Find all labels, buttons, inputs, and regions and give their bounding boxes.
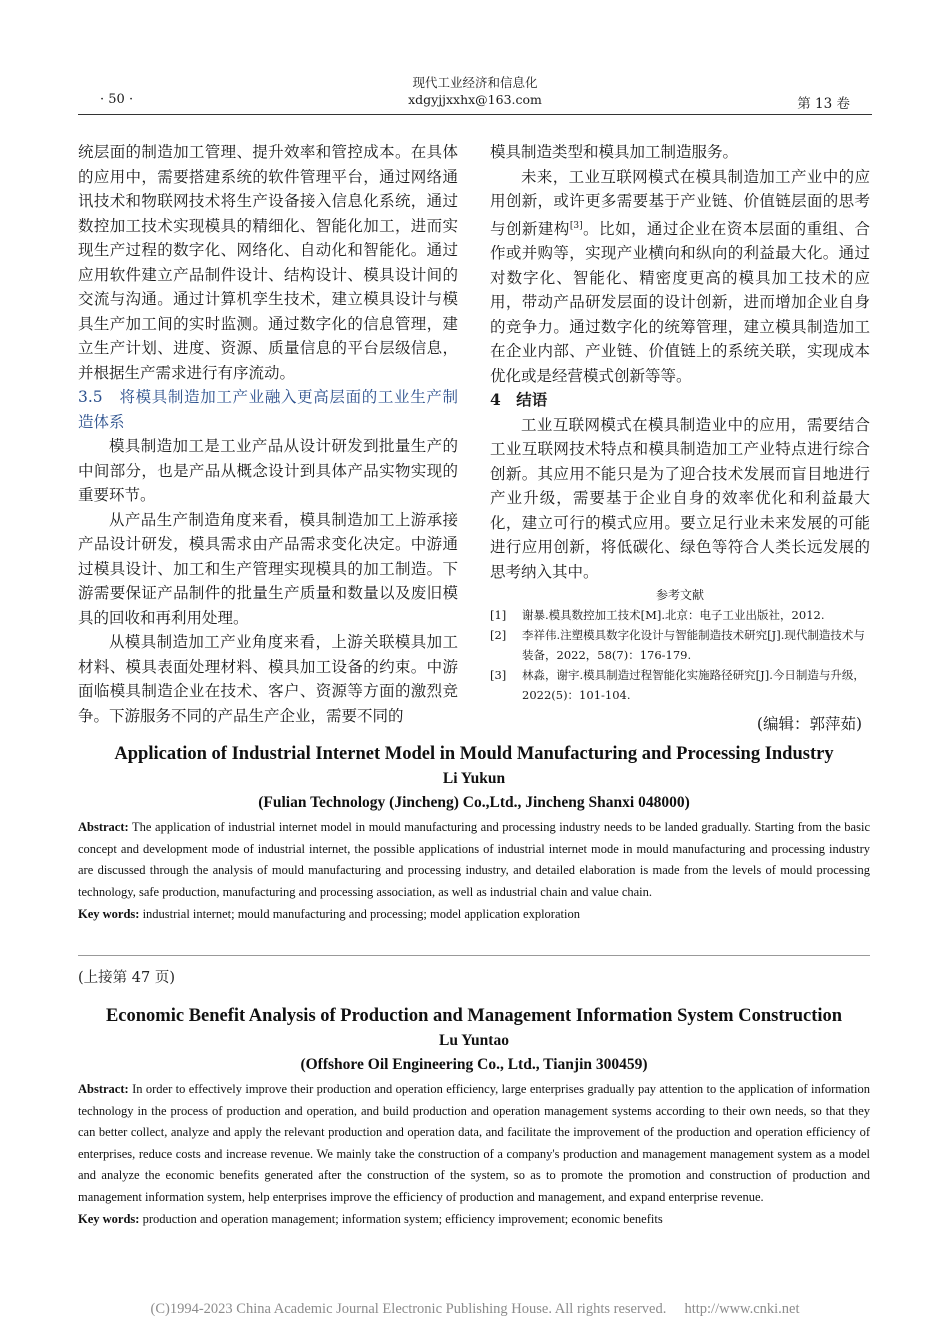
english-abstract-block-2 [78, 1003, 870, 1231]
reference-text: 李祥伟.注塑模具数字化设计与智能制造技术研究[J].现代制造技术与装备，2022，58(7)：176-179. [522, 628, 865, 663]
english-abstract [78, 817, 870, 903]
paragraph: 从模具制造加工产业角度来看，上游关联模具加工材料、模具表面处理材料、模具加工设备的约束。中游面临模具制造企业在技术、客户、资源等方面的激烈竞争。下游服务不同的产品生产企业，需要不同的 [78, 633, 458, 725]
paragraph [490, 165, 870, 389]
right-column [490, 140, 870, 737]
keywords-label: Key words: [78, 1212, 140, 1226]
paragraph: 工业互联网模式在模具制造业中的应用，需要结合工业互联网技术特点和模具制造加工产业特点进行综合创新。其应用不能只是为了迎合技术发展而盲目地进行产业升级，需要基于企业自身的效率优化和利益最大化，建立可行的模式应用。要立足行业未来发展的可能进行应用创新，将低碳化、绿色等符合人类长远发展的思考纳入其中。 [490, 415, 870, 581]
keywords-text: industrial internet; mould manufacturing and processing; model application exploration [142, 907, 580, 921]
english-abstract-block-1 [78, 741, 870, 926]
reference-item [490, 665, 870, 705]
english-keywords [78, 904, 870, 926]
citation-link[interactable]: [3] [569, 220, 583, 231]
reference-number: [2] [490, 628, 507, 643]
page-number: · 50 · [100, 92, 134, 107]
editor-note: (编辑：郭萍茹) [756, 715, 862, 734]
reference-number: [3] [490, 668, 507, 683]
paragraph: 模具制造类型和模具加工制造服务。 [490, 143, 739, 161]
keywords-text: production and operation management; information system; efficiency improvement; economic benefits [142, 1212, 663, 1226]
left-column [78, 140, 458, 728]
paragraph-text: 未来，工业互联网模式在模具制造加工产业中的应用创新，或许更多需要基于产业链、价值链层面的思考与创新建构 [490, 167, 870, 238]
paragraph: 模具制造加工是工业产品从设计研发到批量生产的中间部分，也是产品从概念设计到具体产品实物实现的重要环节。 [78, 437, 458, 504]
reference-text: 林淼，谢宇.模具制造过程智能化实施路径研究[J].今日制造与升级，2022(5)：101-104. [522, 668, 865, 703]
english-affiliation: (Offshore Oil Engineering Co., Ltd., Tianjin 300459) [300, 1056, 648, 1073]
english-title: Economic Benefit Analysis of Production and Management Information System Construction [105, 1006, 843, 1026]
paragraph-text: 。比如，通过企业在资本层面的重组、合作或并购等，实现产业横向和纵向的利益最大化。通过对数字化、智能化、精密度更高的模具加工技术的应用，带动产品研发层面的设计创新，进而增加企业自身的竞争力。通过数字化的统筹管理，建立模具制造加工在企业内部、产业链、价值链上的系统关联，实现成本优化或是经营模式创新等等。 [490, 219, 870, 385]
english-abstract [78, 1079, 870, 1208]
english-author: Lu Yuntao [439, 1032, 509, 1049]
reference-number: [1] [490, 608, 507, 623]
reference-item [490, 625, 870, 665]
abstract-label: Abstract: [78, 820, 129, 834]
english-keywords [78, 1209, 870, 1231]
paragraph: 从产品生产制造角度来看，模具制造加工上游承接产品设计研发，模具需求由产品需求变化决定。中游通过模具设计、加工和生产管理实现模具的加工制造。下游需要保证产品制件的批量生产质量和数量以及废旧模具的回收和再利用处理。 [78, 510, 458, 627]
section-divider [78, 955, 870, 956]
english-title: Application of Industrial Internet Model in Mould Manufacturing and Processing Industry [114, 744, 834, 764]
section-heading-3-5: 3.5 将模具制造加工产业融入更高层面的工业生产制造体系 [78, 388, 458, 431]
volume-label: 第 13 卷 [797, 96, 850, 112]
reference-item [490, 605, 870, 625]
abstract-label: Abstract: [78, 1082, 129, 1096]
continued-from-note: (上接第 47 页) [78, 970, 175, 986]
page-header [78, 74, 872, 115]
english-author: Li Yukun [442, 770, 506, 787]
abstract-text: In order to effectively improve their production and operation efficiency, large enterprises gradually pay attention to the application of information technology in the process of production and operation, and build production and operation management systems according to their own needs, so that they can better collect, analyze and apply the relevant production and operation data, and facilitate the improvement of the production and operation efficiency of enterprises, reduce costs and increase revenue. We mainly take the construction of a company's production and management management system as a model and analyze the economic benefits generated after the construction of the system, so as to promote the promotion and construction of production and management information system, help enterprises improve the efficiency of production and management, and expand enterprise revenue. [78, 1082, 871, 1204]
abstract-text: The application of industrial internet model in mould manufacturing and processing industry needs to be landed gradually. Starting from the basic concept and development mode of industrial internet, the possible applications of industrial internet mode in mould manufacturing and processing industry are discussed through the analysis of mould manufacturing and processing industry, and detailed elaboration is made from the levels of mould processing technology, safe production, manufacturing and processing association, as well as industrial chain and value chain. [78, 820, 870, 899]
reference-text: 谢暴.模具数控加工技术[M].北京：电子工业出版社，2012. [522, 608, 825, 623]
journal-email: xdgyjjxxhx@163.com [408, 92, 542, 107]
english-affiliation: (Fulian Technology (Jincheng) Co.,Ltd., Jincheng Shanxi 048000) [258, 794, 690, 811]
references-title: 参考文献 [655, 588, 704, 603]
copyright-footer: (C)1994-2023 China Academic Journal Electronic Publishing House. All rights reserved. http://www.cnki.net [150, 1301, 800, 1317]
journal-name: 现代工业经济和信息化 [412, 75, 538, 90]
keywords-label: Key words: [78, 907, 140, 921]
paragraph: 统层面的制造加工管理、提升效率和管控成本。在具体的应用中，需要搭建系统的软件管理平台，通过网络通讯技术和物联网技术将生产设备接入信息化系统，通过数控加工技术实现模具的精细化、智能化加工，进而实现生产过程的数字化、网络化、自动化和智能化。通过应用软件建立产品制件设计、结构设计、模具设计间的交流与沟通。通过计算机孪生技术，建立模具设计与模具生产加工间的实时监测。通过数字化的信息管理，建立生产计划、进度、资源、质量信息的平台层级信息，并根据生产需求进行有序流动。 [78, 143, 458, 382]
section-heading-4: 4 结语 [490, 390, 548, 410]
journal-info [78, 74, 872, 108]
